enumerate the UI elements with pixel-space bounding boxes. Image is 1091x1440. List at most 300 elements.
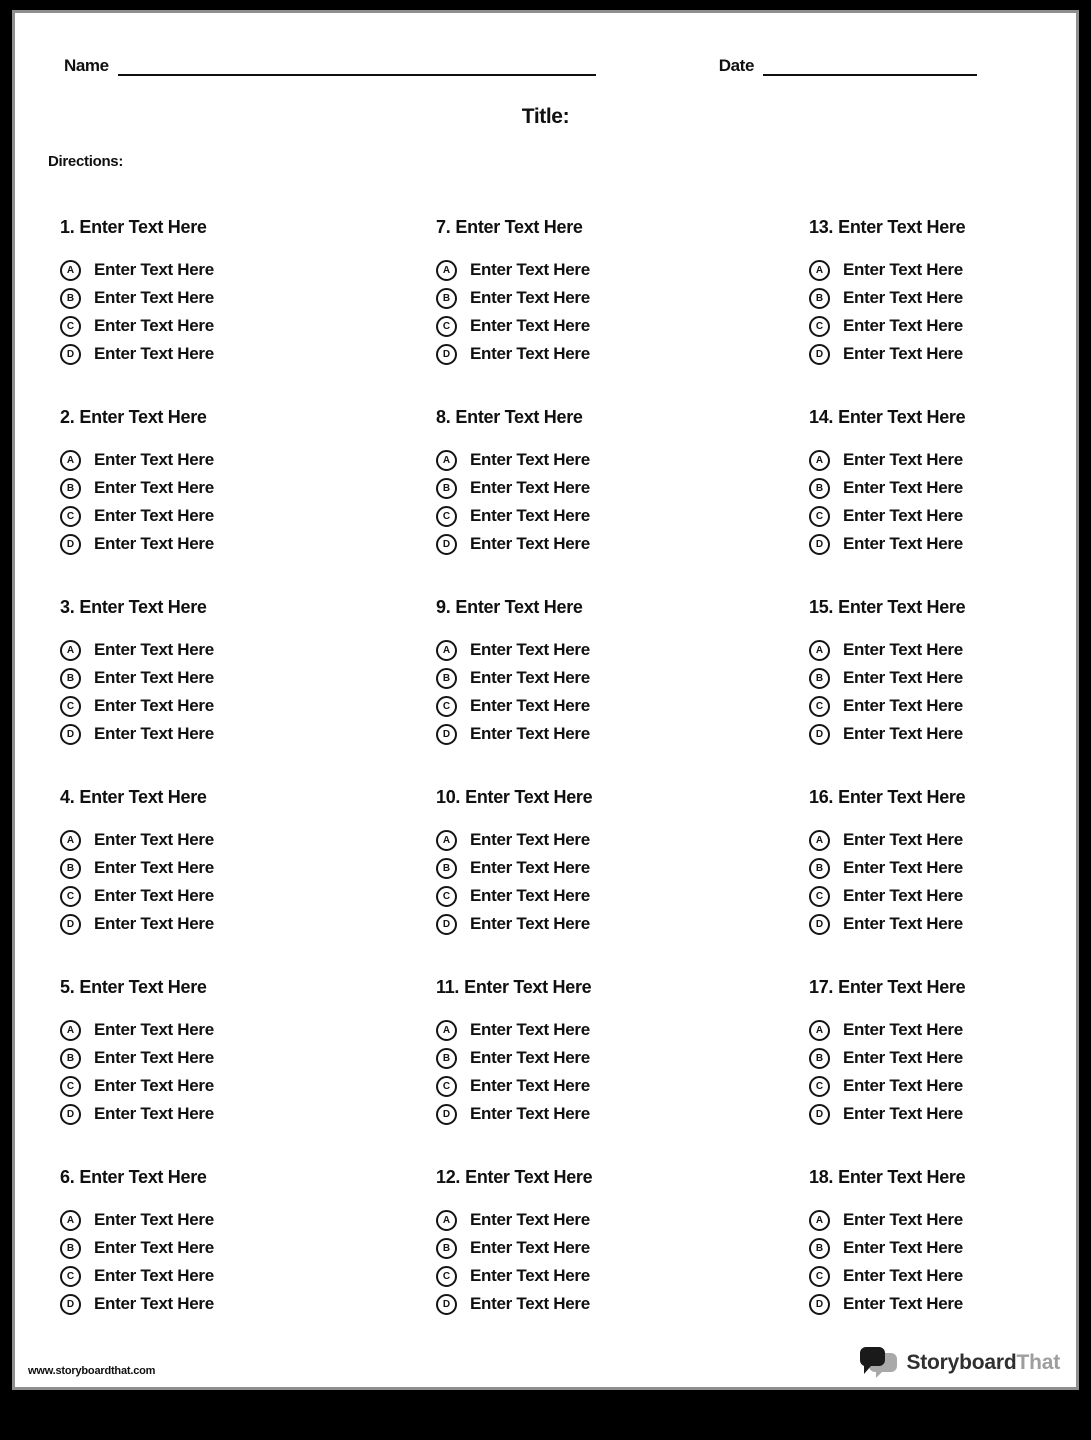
question-title [60,216,391,239]
answer-choice-bubble: A [436,260,457,281]
answer-option [809,1290,1031,1318]
question-number: 11. [436,977,460,997]
answer-choice-bubble: C [60,1076,81,1097]
question-number: 1. [60,217,75,237]
answer-choice-bubble: B [436,478,457,499]
answer-choice-bubble: D [436,1294,457,1315]
answer-option-text: Enter Text Here [470,1294,590,1313]
answer-choice-bubble: A [809,1020,830,1041]
answer-option [60,882,391,910]
answer-options [436,1206,764,1318]
answer-option-text: Enter Text Here [470,288,590,307]
answer-option-text: Enter Text Here [94,886,214,905]
answer-option [436,1206,764,1234]
answer-option-text: Enter Text Here [470,858,590,877]
answer-options [60,1206,391,1318]
speech-bubbles-icon [859,1346,899,1380]
question-block [436,976,764,1128]
question-title [436,1166,764,1189]
question-text: Enter Text Here [838,977,966,997]
answer-choice-bubble: D [60,1104,81,1125]
answer-option [436,446,764,474]
answer-option [60,502,391,530]
answer-option-text: Enter Text Here [843,886,963,905]
question-block [436,406,764,558]
answer-options [809,446,1031,558]
question-text: Enter Text Here [465,1167,593,1187]
answer-option-text: Enter Text Here [470,696,590,715]
answer-option-text: Enter Text Here [94,1294,214,1313]
answer-choice-bubble: A [809,450,830,471]
question-text: Enter Text Here [465,787,593,807]
answer-choice-bubble: B [60,858,81,879]
directions-label: Directions: [48,153,124,170]
question-number: 7. [436,217,451,237]
answer-options [60,256,391,368]
answer-options [809,826,1031,938]
answer-choice-bubble: A [60,450,81,471]
answer-option [60,1234,391,1262]
answer-option-text: Enter Text Here [843,450,963,469]
question-block [809,216,1031,368]
answer-option-text: Enter Text Here [470,1210,590,1229]
question-text: Enter Text Here [838,597,966,617]
answer-option-text: Enter Text Here [843,260,963,279]
answer-choice-bubble: A [809,640,830,661]
answer-choice-bubble: A [436,1020,457,1041]
answer-option [809,474,1031,502]
answer-choice-bubble: C [436,1266,457,1287]
answer-choice-bubble: C [809,886,830,907]
question-block [436,1166,764,1318]
answer-option-text: Enter Text Here [94,1104,214,1123]
answer-option-text: Enter Text Here [843,858,963,877]
answer-option [436,854,764,882]
question-title [809,216,1031,239]
answer-options [60,826,391,938]
storyboardthat-logo [859,1346,1060,1380]
answer-options [436,256,764,368]
question-number: 3. [60,597,75,617]
question-block [60,216,391,368]
logo-text-secondary: That [1016,1351,1060,1374]
answer-choice-bubble: D [436,344,457,365]
answer-choice-bubble: C [809,696,830,717]
question-text: Enter Text Here [455,407,583,427]
question-block [60,406,391,558]
answer-choice-bubble: D [809,1294,830,1315]
question-block [60,786,391,938]
answer-option-text: Enter Text Here [94,1238,214,1257]
answer-option [809,284,1031,312]
answer-option-text: Enter Text Here [470,1076,590,1095]
question-title [809,976,1031,999]
answer-options [60,636,391,748]
question-text: Enter Text Here [455,217,583,237]
answer-option-text: Enter Text Here [94,858,214,877]
question-block [809,786,1031,938]
question-title [60,596,391,619]
question-text: Enter Text Here [79,1167,207,1187]
answer-option [436,910,764,938]
question-text: Enter Text Here [838,1167,966,1187]
answer-option-text: Enter Text Here [843,478,963,497]
answer-choice-bubble: C [60,886,81,907]
question-title [60,1166,391,1189]
answer-choice-bubble: B [809,478,830,499]
answer-option [60,636,391,664]
answer-option [60,1262,391,1290]
answer-option-text: Enter Text Here [470,914,590,933]
answer-choice-bubble: C [60,1266,81,1287]
answer-option-text: Enter Text Here [94,724,214,743]
answer-option [809,664,1031,692]
answer-choice-bubble: C [809,1266,830,1287]
question-text: Enter Text Here [79,597,207,617]
answer-option [436,284,764,312]
question-block [60,976,391,1128]
question-block [436,596,764,748]
answer-option [60,1072,391,1100]
answer-options [436,826,764,938]
answer-option-text: Enter Text Here [470,344,590,363]
answer-choice-bubble: A [809,260,830,281]
answer-option-text: Enter Text Here [94,344,214,363]
answer-choice-bubble: C [436,1076,457,1097]
question-block [809,596,1031,748]
question-title [60,976,391,999]
name-label: Name [64,56,109,75]
answer-option [60,1100,391,1128]
answer-option-text: Enter Text Here [470,534,590,553]
answer-option-text: Enter Text Here [843,668,963,687]
answer-option-text: Enter Text Here [94,288,214,307]
question-block [436,786,764,938]
answer-option-text: Enter Text Here [470,260,590,279]
answer-option-text: Enter Text Here [470,1048,590,1067]
answer-choice-bubble: A [809,1210,830,1231]
questions-grid [60,216,1031,1318]
answer-option-text: Enter Text Here [94,506,214,525]
answer-option [60,1016,391,1044]
answer-choice-bubble: B [60,478,81,499]
answer-option [809,1072,1031,1100]
answer-option [60,256,391,284]
answer-choice-bubble: B [809,1048,830,1069]
answer-option-text: Enter Text Here [843,1266,963,1285]
question-number: 12. [436,1167,461,1187]
answer-option [436,530,764,558]
question-number: 10. [436,787,461,807]
answer-option [809,636,1031,664]
answer-option-text: Enter Text Here [843,914,963,933]
answer-choice-bubble: C [60,696,81,717]
answer-choice-bubble: D [809,344,830,365]
answer-options [436,1016,764,1128]
answer-options [809,1206,1031,1318]
answer-option [809,530,1031,558]
directions-row [48,153,1031,171]
answer-choice-bubble: C [436,506,457,527]
answer-option-text: Enter Text Here [470,668,590,687]
question-text: Enter Text Here [79,407,207,427]
question-title [809,1166,1031,1189]
answer-choice-bubble: C [436,316,457,337]
answer-option [60,312,391,340]
answer-option-text: Enter Text Here [94,316,214,335]
answer-option-text: Enter Text Here [843,696,963,715]
answer-option [60,826,391,854]
question-number: 6. [60,1167,75,1187]
question-block [809,976,1031,1128]
answer-option-text: Enter Text Here [470,316,590,335]
answer-option-text: Enter Text Here [470,1020,590,1039]
answer-options [60,1016,391,1128]
answer-option [436,256,764,284]
answer-option-text: Enter Text Here [843,1076,963,1095]
question-number: 14. [809,407,834,427]
answer-option-text: Enter Text Here [470,640,590,659]
answer-option-text: Enter Text Here [94,914,214,933]
question-title [436,786,764,809]
answer-choice-bubble: A [436,450,457,471]
question-title [809,406,1031,429]
answer-option-text: Enter Text Here [470,478,590,497]
answer-option [60,910,391,938]
answer-option-text: Enter Text Here [94,478,214,497]
answer-option [809,1234,1031,1262]
answer-option [809,1262,1031,1290]
answer-option-text: Enter Text Here [94,1210,214,1229]
question-number: 17. [809,977,834,997]
answer-choice-bubble: C [60,506,81,527]
answer-option [809,720,1031,748]
answer-option-text: Enter Text Here [843,1294,963,1313]
question-block [436,216,764,368]
question-title [809,786,1031,809]
answer-option-text: Enter Text Here [94,640,214,659]
answer-choice-bubble: A [809,830,830,851]
answer-option-text: Enter Text Here [470,1266,590,1285]
answer-choice-bubble: A [60,1020,81,1041]
question-block [809,406,1031,558]
answer-option [436,1100,764,1128]
question-text: Enter Text Here [838,217,966,237]
answer-option-text: Enter Text Here [470,450,590,469]
answer-option-text: Enter Text Here [843,640,963,659]
question-text: Enter Text Here [79,217,207,237]
answer-choice-bubble: D [60,724,81,745]
question-text: Enter Text Here [79,977,207,997]
logo-text-primary: Storyboard [906,1351,1017,1374]
answer-option-text: Enter Text Here [470,724,590,743]
answer-option-text: Enter Text Here [94,668,214,687]
answer-option-text: Enter Text Here [470,506,590,525]
answer-option-text: Enter Text Here [94,830,214,849]
answer-option [436,1072,764,1100]
answer-choice-bubble: A [60,1210,81,1231]
answer-option [60,446,391,474]
answer-choice-bubble: A [436,1210,457,1231]
answer-option [60,720,391,748]
answer-option-text: Enter Text Here [843,534,963,553]
answer-option [809,692,1031,720]
answer-options [436,446,764,558]
answer-option [809,1016,1031,1044]
question-block [60,596,391,748]
answer-option [60,664,391,692]
answer-option-text: Enter Text Here [843,1048,963,1067]
answer-option [809,854,1031,882]
question-text: Enter Text Here [464,977,592,997]
answer-option-text: Enter Text Here [470,1238,590,1257]
answer-option [436,474,764,502]
answer-option [809,446,1031,474]
answer-option [809,256,1031,284]
question-number: 15. [809,597,834,617]
name-field [64,55,596,76]
answer-choice-bubble: B [809,858,830,879]
answer-choice-bubble: A [436,830,457,851]
answer-choice-bubble: D [809,1104,830,1125]
answer-option [436,1262,764,1290]
title-row [60,105,1031,129]
answer-options [809,256,1031,368]
answer-option-text: Enter Text Here [94,696,214,715]
answer-choice-bubble: A [60,260,81,281]
answer-option [436,636,764,664]
answer-option [436,1044,764,1072]
answer-option-text: Enter Text Here [94,1076,214,1095]
question-block [60,1166,391,1318]
answer-choice-bubble: D [436,534,457,555]
name-blank-line [118,55,596,76]
answer-choice-bubble: A [436,640,457,661]
answer-choice-bubble: B [436,1048,457,1069]
date-field [719,55,977,76]
answer-choice-bubble: D [436,1104,457,1125]
answer-option [60,284,391,312]
answer-option [60,1044,391,1072]
answer-option-text: Enter Text Here [843,830,963,849]
answer-choice-bubble: B [436,668,457,689]
answer-option-text: Enter Text Here [843,1104,963,1123]
answer-options [60,446,391,558]
question-number: 13. [809,217,834,237]
answer-option-text: Enter Text Here [843,1238,963,1257]
answer-option [60,1290,391,1318]
question-number: 8. [436,407,451,427]
answer-choice-bubble: B [436,858,457,879]
answer-choice-bubble: D [436,914,457,935]
answer-option [809,340,1031,368]
answer-option-text: Enter Text Here [843,288,963,307]
answer-choice-bubble: C [436,696,457,717]
answer-option-text: Enter Text Here [470,886,590,905]
answer-option [436,664,764,692]
answer-option-text: Enter Text Here [94,1020,214,1039]
question-number: 4. [60,787,75,807]
answer-choice-bubble: D [60,344,81,365]
answer-choice-bubble: C [60,316,81,337]
answer-option [809,882,1031,910]
answer-choice-bubble: C [809,506,830,527]
question-title [809,596,1031,619]
question-block [809,1166,1031,1318]
answer-option-text: Enter Text Here [94,1266,214,1285]
question-title [436,976,764,999]
answer-option-text: Enter Text Here [94,1048,214,1067]
answer-options [436,636,764,748]
question-number: 16. [809,787,834,807]
answer-choice-bubble: C [809,1076,830,1097]
answer-option [436,1290,764,1318]
answer-choice-bubble: D [809,914,830,935]
question-text: Enter Text Here [79,787,207,807]
header [60,55,1031,76]
question-number: 9. [436,597,451,617]
answer-option-text: Enter Text Here [843,1020,963,1039]
answer-choice-bubble: D [809,724,830,745]
answer-option-text: Enter Text Here [94,534,214,553]
answer-option [60,474,391,502]
date-label: Date [718,56,754,75]
answer-option [809,1044,1031,1072]
answer-choice-bubble: B [809,288,830,309]
answer-choice-bubble: A [60,830,81,851]
answer-option [436,340,764,368]
question-number: 5. [60,977,75,997]
question-number: 2. [60,407,75,427]
answer-option [436,502,764,530]
question-text: Enter Text Here [838,407,966,427]
question-text: Enter Text Here [455,597,583,617]
worksheet-title: Title: [521,105,570,128]
answer-option-text: Enter Text Here [843,1210,963,1229]
answer-option [809,1206,1031,1234]
answer-option [436,1016,764,1044]
answer-option [809,312,1031,340]
answer-option-text: Enter Text Here [470,830,590,849]
answer-option-text: Enter Text Here [470,1104,590,1123]
worksheet-page [12,10,1079,1390]
answer-option [436,826,764,854]
answer-choice-bubble: B [60,1048,81,1069]
answer-option [436,720,764,748]
answer-option-text: Enter Text Here [843,506,963,525]
answer-choice-bubble: B [60,1238,81,1259]
question-title [436,406,764,429]
answer-choice-bubble: B [436,1238,457,1259]
answer-option-text: Enter Text Here [843,344,963,363]
answer-option-text: Enter Text Here [843,316,963,335]
answer-option [60,1206,391,1234]
answer-option [436,692,764,720]
answer-options [809,636,1031,748]
answer-option [436,312,764,340]
question-text: Enter Text Here [838,787,966,807]
answer-choice-bubble: B [809,1238,830,1259]
question-title [436,216,764,239]
date-blank-line [763,55,977,76]
answer-option [809,502,1031,530]
answer-option-text: Enter Text Here [843,724,963,743]
answer-option [809,1100,1031,1128]
question-title [60,786,391,809]
answer-option [809,826,1031,854]
logo-text [906,1346,1060,1380]
answer-choice-bubble: D [60,914,81,935]
